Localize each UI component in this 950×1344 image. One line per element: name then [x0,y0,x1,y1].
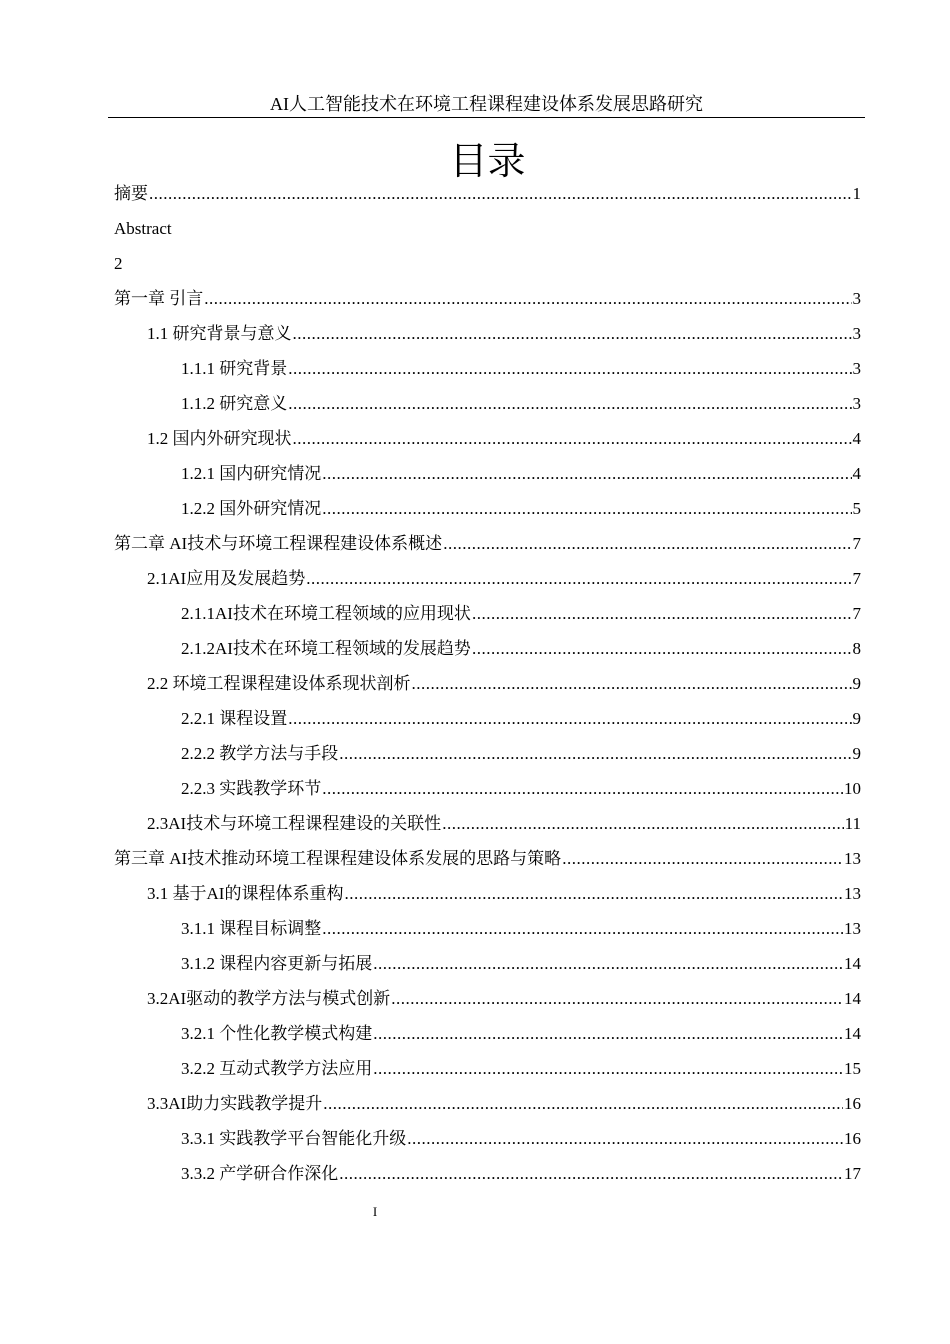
toc-entry[interactable] [114,386,861,421]
toc-entry-page-number: 9 [852,744,861,763]
toc-entry-page-number: 8 [852,639,861,658]
toc-entry[interactable] [114,526,861,561]
toc-leader-dots [322,456,851,491]
toc-entry[interactable] [114,631,861,666]
toc-leader-dots [288,386,851,421]
toc-entry-label: 2.3AI技术与环境工程课程建设的关联性 [147,814,442,833]
toc-entry-label: 3.2.1 个性化教学模式构建 [181,1024,373,1043]
toc-entry-label: 1.2.2 国外研究情况 [181,499,322,518]
toc-leader-dots [149,176,852,211]
toc-entry[interactable] [114,316,861,351]
toc-entry-page-number: 13 [844,884,861,903]
toc-leader-dots [407,1121,843,1156]
toc-entry[interactable] [114,771,861,806]
toc-entry-page-number: 14 [844,1024,861,1043]
toc-leader-dots [412,666,852,701]
toc-leader-dots [306,561,851,596]
toc-leader-dots [204,281,851,316]
toc-entry-page-number: 2 [114,254,123,273]
toc-entry[interactable] [114,491,861,526]
toc-entry[interactable] [114,981,861,1016]
toc-entry-label: 2.1.1AI技术在环境工程领域的应用现状 [181,604,471,623]
toc-entry-label: 摘要 [114,184,148,203]
toc-leader-dots [339,736,851,771]
toc-entry-label: 3.1.2 课程内容更新与拓展 [181,954,373,973]
toc-entry[interactable] [114,1051,861,1086]
toc-entry-label: Abstract [114,219,172,238]
toc-leader-dots [442,806,843,841]
toc-leader-dots [391,981,843,1016]
toc-entry[interactable] [114,911,861,946]
toc-entry[interactable] [114,211,861,246]
toc-leader-dots [562,841,843,876]
toc-entry-label: 3.3.2 产学研合作深化 [181,1164,339,1183]
toc-entry[interactable] [114,701,861,736]
toc-entry-label: 3.2.2 互动式教学方法应用 [181,1059,373,1078]
toc-leader-dots [339,1156,843,1191]
header-rule [108,117,865,118]
toc-entry-label: 1.1.1 研究背景 [181,359,288,378]
toc-entry-label: 3.1 基于AI的课程体系重构 [147,884,344,903]
toc-entry-page-number: 7 [852,569,861,588]
toc-entry-page-number: 15 [844,1059,861,1078]
toc-entry[interactable] [114,946,861,981]
toc-leader-dots [293,316,852,351]
toc-entry-label: 第三章 AI技术推动环境工程课程建设体系发展的思路与策略 [114,849,562,868]
running-header: AI人工智能技术在环境工程课程建设体系发展思路研究 [270,94,703,114]
toc-entry[interactable] [114,596,861,631]
toc-entry-page-number: 9 [852,674,861,693]
toc-entry-label: 1.1.2 研究意义 [181,394,288,413]
toc-entry[interactable] [114,1086,861,1121]
toc-entry-page-number: 16 [844,1094,861,1113]
toc-title: 目录 [449,141,526,183]
toc-leader-dots [373,1051,843,1086]
toc-leader-dots [443,526,851,561]
toc-entry-page-number: 3 [852,359,861,378]
table-of-contents [114,176,861,1191]
toc-entry[interactable] [114,876,861,911]
toc-entry-page [114,246,861,281]
toc-entry-label: 3.1.1 课程目标调整 [181,919,322,938]
toc-entry[interactable] [114,561,861,596]
toc-entry-page-number: 5 [852,499,861,518]
page-number: I [372,1204,378,1219]
toc-entry[interactable] [114,176,861,211]
toc-entry[interactable] [114,1156,861,1191]
toc-entry[interactable] [114,666,861,701]
toc-entry-label: 第二章 AI技术与环境工程课程建设体系概述 [114,534,443,553]
toc-leader-dots [373,1016,843,1051]
toc-entry-page-number: 3 [852,289,861,308]
toc-entry[interactable] [114,456,861,491]
toc-entry-label: 2.2.1 课程设置 [181,709,288,728]
toc-entry-page-number: 14 [844,954,861,973]
toc-leader-dots [472,596,852,631]
toc-leader-dots [344,876,843,911]
toc-entry-label: 2.2 环境工程课程建设体系现状剖析 [147,674,411,693]
toc-entry-page-number: 3 [852,394,861,413]
toc-entry-label: 3.2AI驱动的教学方法与模式创新 [147,989,391,1008]
toc-entry[interactable] [114,421,861,456]
toc-entry-page-number: 13 [844,849,861,868]
toc-entry-page-number: 10 [844,779,861,798]
toc-entry[interactable] [114,806,861,841]
toc-entry-label: 2.1AI应用及发展趋势 [147,569,306,588]
toc-leader-dots [373,946,843,981]
toc-entry-page-number: 4 [852,464,861,483]
toc-leader-dots [288,351,851,386]
toc-entry-page-number: 4 [852,429,861,448]
toc-entry[interactable] [114,1121,861,1156]
toc-entry-page-number: 11 [844,814,861,833]
toc-leader-dots [293,421,852,456]
toc-leader-dots [322,771,843,806]
toc-entry-label: 3.3.1 实践教学平台智能化升级 [181,1129,407,1148]
toc-entry-page-number: 9 [852,709,861,728]
toc-entry-label: 2.2.2 教学方法与手段 [181,744,339,763]
toc-entry-label: 1.2 国内外研究现状 [147,429,292,448]
toc-leader-dots [323,1086,843,1121]
toc-entry-label: 2.2.3 实践教学环节 [181,779,322,798]
toc-entry-label: 2.1.2AI技术在环境工程领域的发展趋势 [181,639,471,658]
toc-leader-dots [288,701,851,736]
toc-entry-page-number: 7 [852,534,861,553]
toc-entry-page-number: 1 [852,184,861,203]
toc-entry-page-number: 17 [844,1164,861,1183]
toc-leader-dots [322,491,851,526]
toc-entry-page-number: 16 [844,1129,861,1148]
toc-entry-page-number: 14 [844,989,861,1008]
toc-entry[interactable] [114,736,861,771]
toc-entry-page-number: 13 [844,919,861,938]
toc-entry-label: 3.3AI助力实践教学提升 [147,1094,323,1113]
toc-leader-dots [322,911,843,946]
toc-entry-label: 1.2.1 国内研究情况 [181,464,322,483]
toc-entry-page-number: 7 [852,604,861,623]
toc-entry[interactable] [114,351,861,386]
toc-entry-label: 第一章 引言 [114,289,204,308]
toc-entry-page-number: 3 [852,324,861,343]
toc-entry[interactable] [114,1016,861,1051]
toc-entry[interactable] [114,841,861,876]
toc-entry-label: 1.1 研究背景与意义 [147,324,292,343]
toc-entry[interactable] [114,281,861,316]
toc-leader-dots [472,631,852,666]
